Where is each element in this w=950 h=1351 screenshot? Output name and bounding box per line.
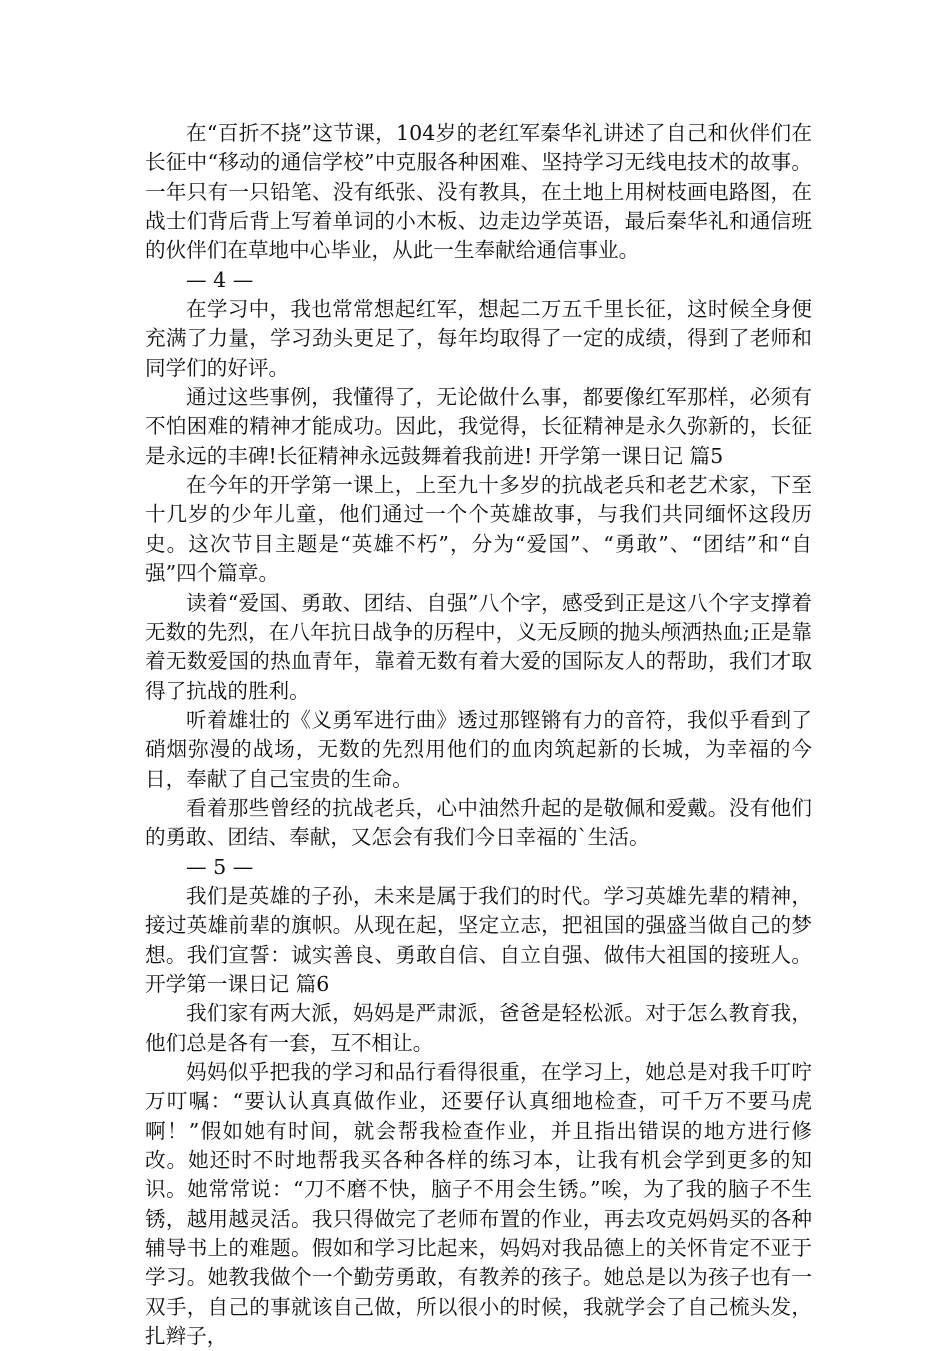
paragraph: 听着雄壮的《义勇军进行曲》透过那铿锵有力的音符，我似乎看到了硝烟弥漫的战场，无数的先烈用他们的血肉筑起新的长城，为幸福的今日，奉献了自己宝贵的生命。 <box>145 707 812 791</box>
page-number: — 5 — <box>186 854 254 879</box>
paragraph: 我们家有两大派，妈妈是严肃派，爸爸是轻松派。对于怎么教育我，他们总是各有一套，互不相让。 <box>145 1001 812 1055</box>
page-number: — 4 — <box>186 267 254 292</box>
paragraph: 读着“爱国、勇敢、团结、自强”八个字，感受到正是这八个字支撑着无数的先烈，在八年抗日战争的历程中，义无反顾的抛头颅洒热血;正是靠着无数爱国的热血青年，靠着无数有着大爱的国际友人的帮助，我们才取得了抗战的胜利。 <box>145 590 812 703</box>
paragraph: 妈妈似乎把我的学习和品行看得很重，在学习上，她总是对我千叮咛万叮嘱：“要认认真真做作业，还要仔认真细地检查，可千万不要马虎啊！”假如她有时间，就会帮我检查作业，并且指出错误的地方进行修改。她还时不时地帮我买各种各样的练习本，让我有机会学到更多的知识。她常常说：“刀不磨不快，脑子不用会生锈。”唉，为了我的脑子不生锈，越用越灵活。我只得做完了老师布置的作业，再去攻克妈妈买的各种辅导书上的难题。假如和学习比起来，妈妈对我品德上的关怀肯定不亚于学习。她教我做个一个勤劳勇敢，有教养的孩子。她总是以为孩子也有一双手，自己的事就该自己做，所以很小的时候，我就学会了自己梳头发，扎辫子， <box>145 1060 812 1349</box>
paragraph: 看着那些曾经的抗战老兵，心中油然升起的是敬佩和爱戴。没有他们的勇敢、团结、奉献，又怎会有我们今日幸福的`生活。 <box>145 795 812 850</box>
paragraph: 通过这些事例，我懂得了，无论做什么事，都要像红军那样，必须有不怕困难的精神才能成功。因此，我觉得，长征精神是永久弥新的，长征是永远的丰碑!长征精神永远鼓舞着我前进! 开学第一课日记 篇5 <box>145 385 812 468</box>
paragraph: 在今年的开学第一课上，上至九十多岁的抗战老兵和老艺术家，下至十几岁的少年儿童，他们通过一个个英雄故事，与我们共同缅怀这段历史。这次节目主题是“英雄不朽”，分为“爱国”、“勇敢”、“团结”和“自强”四个篇章。 <box>145 473 812 586</box>
paragraph: 在“百折不挠”这节课，104岁的老红军秦华礼讲述了自己和伙伴们在长征中“移动的通信学校”中克服各种困难、坚持学习无线电技术的故事。一年只有一只铅笔、没有纸张、没有教具，在土地上用树枝画电路图，在战士们背后背上写着单词的小木板、边走边学英语，最后秦华礼和通信班的伙伴们在草地中心毕业，从此一生奉献给通信事业。 <box>145 121 812 263</box>
document-page <box>145 119 819 1351</box>
paragraph: 在学习中，我也常常想起红军，想起二万五千里长征，这时候全身便充满了力量，学习劲头更足了，每年均取得了一定的成绩，得到了老师和同学们的好评。 <box>145 297 812 380</box>
paragraph: 我们是英雄的子孙，未来是属于我们的时代。学习英雄先辈的精神，接过英雄前辈的旗帜。从现在起，坚定立志，把祖国的强盛当做自己的梦想。我们宣誓：诚实善良、勇敢自信、自立自强、做伟大祖国的接班人。 开学第一课日记 篇6 <box>145 883 819 996</box>
